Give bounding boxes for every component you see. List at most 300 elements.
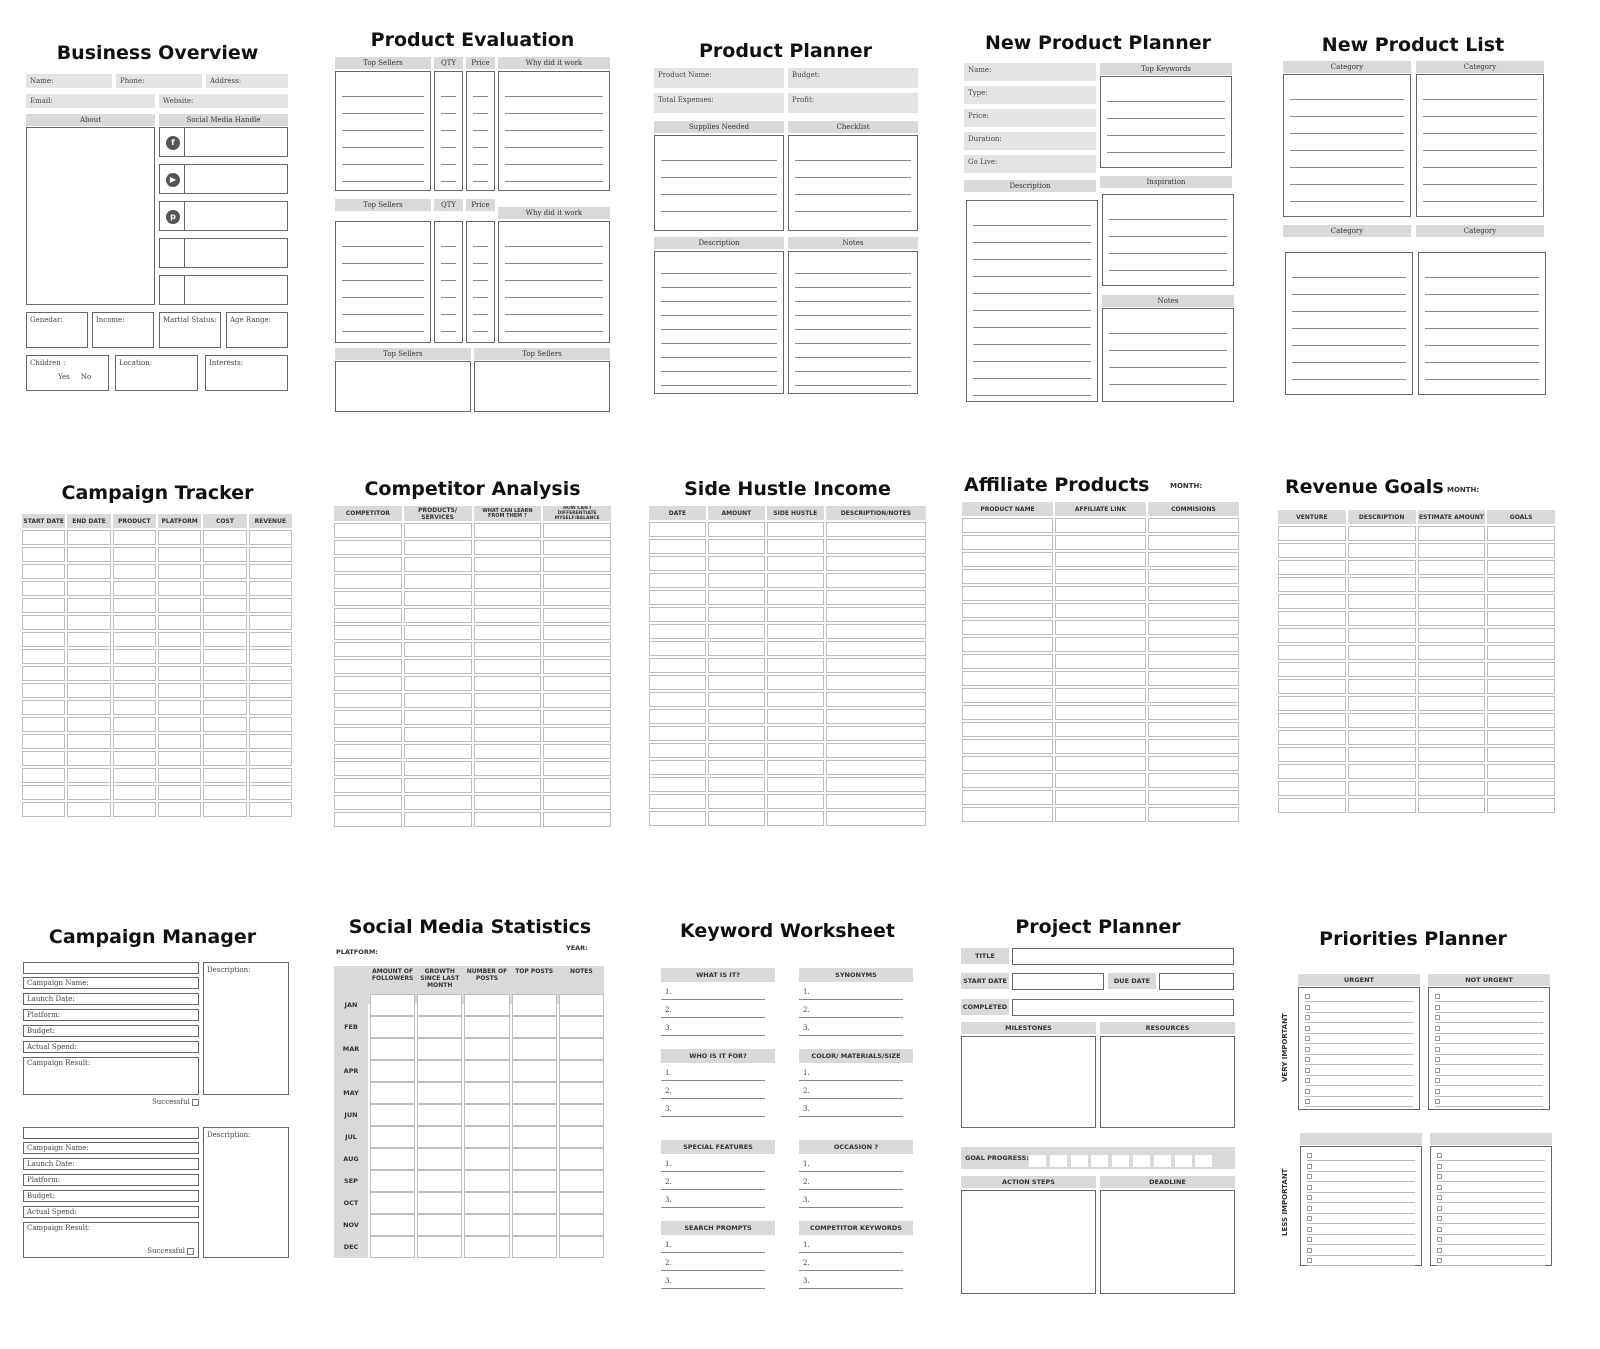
category-box-2[interactable]: [1416, 74, 1544, 217]
checkbox-icon[interactable]: [1305, 1005, 1310, 1010]
keyword-line[interactable]: [661, 1154, 765, 1172]
table-cell[interactable]: [1487, 560, 1555, 575]
why-box-1[interactable]: [498, 71, 610, 191]
table-cell[interactable]: [203, 615, 246, 630]
table-cell[interactable]: [370, 1104, 415, 1126]
table-cell[interactable]: [249, 768, 292, 783]
checkbox-icon[interactable]: [1437, 1216, 1442, 1221]
table-cell[interactable]: [158, 802, 201, 817]
table-cell[interactable]: [1487, 798, 1555, 813]
table-cell[interactable]: [404, 693, 472, 708]
table-cell[interactable]: [962, 671, 1053, 686]
table-cell[interactable]: [249, 802, 292, 817]
social-row-facebook[interactable]: [159, 127, 288, 157]
table-cell[interactable]: [649, 743, 706, 758]
table-cell[interactable]: [404, 710, 472, 725]
table-cell[interactable]: [113, 717, 156, 732]
table-cell[interactable]: [559, 1104, 604, 1126]
table-cell[interactable]: [559, 1016, 604, 1038]
checklist-row[interactable]: [1435, 1088, 1543, 1097]
table-cell[interactable]: [1278, 526, 1346, 541]
table-cell[interactable]: [113, 768, 156, 783]
table-cell[interactable]: [559, 1126, 604, 1148]
table-cell[interactable]: [464, 1126, 509, 1148]
table-cell[interactable]: [1487, 679, 1555, 694]
checklist-row[interactable]: [1305, 1067, 1413, 1076]
table-cell[interactable]: [417, 1214, 462, 1236]
table-cell[interactable]: [1418, 781, 1486, 796]
table-cell[interactable]: [1148, 671, 1239, 686]
checkbox-icon[interactable]: [1305, 1036, 1310, 1041]
children-box[interactable]: [26, 355, 109, 391]
checklist-row[interactable]: [1307, 1215, 1415, 1224]
table-cell[interactable]: [67, 666, 110, 681]
profit-field[interactable]: Profit:: [788, 93, 918, 113]
keyword-line[interactable]: [661, 982, 765, 1000]
table-cell[interactable]: [22, 717, 65, 732]
table-cell[interactable]: [1055, 569, 1146, 584]
table-cell[interactable]: [249, 564, 292, 579]
table-cell[interactable]: [1055, 739, 1146, 754]
checklist-row[interactable]: [1437, 1215, 1545, 1224]
checkbox-icon[interactable]: [1305, 1047, 1310, 1052]
table-cell[interactable]: [158, 768, 201, 783]
table-cell[interactable]: [1148, 756, 1239, 771]
table-cell[interactable]: [1348, 696, 1416, 711]
revenue-table[interactable]: [1276, 508, 1557, 815]
checkbox-icon[interactable]: [1307, 1206, 1312, 1211]
table-cell[interactable]: [404, 642, 472, 657]
table-cell[interactable]: [404, 540, 472, 555]
checkbox-icon[interactable]: [1305, 1099, 1310, 1104]
table-cell[interactable]: [203, 564, 246, 579]
table-cell[interactable]: [464, 1214, 509, 1236]
action-steps-box[interactable]: [961, 1190, 1096, 1294]
table-cell[interactable]: [474, 744, 542, 759]
checkbox-icon[interactable]: [1437, 1227, 1442, 1232]
table-cell[interactable]: [767, 675, 824, 690]
checklist-row[interactable]: [1307, 1163, 1415, 1172]
successful-1[interactable]: [152, 1098, 199, 1106]
table-cell[interactable]: [334, 812, 402, 827]
table-cell[interactable]: [1055, 552, 1146, 567]
table-cell[interactable]: [512, 1192, 557, 1214]
table-cell[interactable]: [67, 530, 110, 545]
table-cell[interactable]: [404, 574, 472, 589]
table-cell[interactable]: [1148, 518, 1239, 533]
checkbox-icon[interactable]: [1435, 1099, 1440, 1104]
table-cell[interactable]: [767, 522, 824, 537]
table-cell[interactable]: [67, 564, 110, 579]
table-cell[interactable]: [1148, 739, 1239, 754]
table-cell[interactable]: [158, 632, 201, 647]
table-cell[interactable]: [559, 1148, 604, 1170]
table-cell[interactable]: [543, 557, 611, 572]
table-cell[interactable]: [334, 744, 402, 759]
np-notes-box[interactable]: [1102, 308, 1234, 402]
table-cell[interactable]: [559, 1214, 604, 1236]
checklist-row[interactable]: [1307, 1152, 1415, 1161]
table-cell[interactable]: [334, 591, 402, 606]
checklist-row[interactable]: [1305, 1098, 1413, 1107]
table-cell[interactable]: [826, 743, 926, 758]
table-cell[interactable]: [649, 624, 706, 639]
table-cell[interactable]: [512, 1170, 557, 1192]
cm2-field-5[interactable]: [23, 1206, 199, 1218]
table-body[interactable]: [649, 522, 926, 826]
table-cell[interactable]: [767, 743, 824, 758]
table-cell[interactable]: [559, 1170, 604, 1192]
checklist-row[interactable]: [1435, 1077, 1543, 1086]
gender-box[interactable]: [26, 312, 88, 348]
table-cell[interactable]: [67, 802, 110, 817]
table-cell[interactable]: [1055, 603, 1146, 618]
table-cell[interactable]: [962, 569, 1053, 584]
table-cell[interactable]: [543, 540, 611, 555]
table-cell[interactable]: [334, 659, 402, 674]
checkbox-icon[interactable]: [1435, 994, 1440, 999]
table-cell[interactable]: [249, 581, 292, 596]
table-cell[interactable]: [1278, 713, 1346, 728]
about-box[interactable]: [26, 127, 155, 305]
table-cell[interactable]: [1278, 611, 1346, 626]
category-box-1[interactable]: [1283, 74, 1411, 217]
table-cell[interactable]: [113, 751, 156, 766]
checkbox-icon[interactable]: [1305, 1078, 1310, 1083]
keyword-line[interactable]: [799, 1000, 903, 1018]
budget-field[interactable]: Budget:: [788, 68, 918, 88]
table-cell[interactable]: [649, 726, 706, 741]
table-cell[interactable]: [158, 717, 201, 732]
checklist-row[interactable]: [1305, 1088, 1413, 1097]
keyword-line[interactable]: [661, 1063, 765, 1081]
table-cell[interactable]: [559, 1060, 604, 1082]
checklist-row[interactable]: [1305, 1046, 1413, 1055]
table-cell[interactable]: [67, 734, 110, 749]
age-box[interactable]: [226, 312, 288, 348]
table-cell[interactable]: [203, 547, 246, 562]
top-sellers-box-1[interactable]: [335, 71, 431, 191]
table-cell[interactable]: [113, 683, 156, 698]
checklist-row[interactable]: [1435, 1035, 1543, 1044]
checklist-row[interactable]: [1305, 993, 1413, 1002]
table-cell[interactable]: [474, 574, 542, 589]
table-cell[interactable]: [417, 994, 462, 1016]
table-cell[interactable]: [708, 794, 765, 809]
table-cell[interactable]: [417, 1148, 462, 1170]
category-box-4[interactable]: [1418, 252, 1546, 395]
due-date-input[interactable]: [1159, 973, 1234, 990]
table-cell[interactable]: [370, 1192, 415, 1214]
table-cell[interactable]: [543, 523, 611, 538]
table-cell[interactable]: [826, 760, 926, 775]
table-cell[interactable]: [512, 1214, 557, 1236]
table-cell[interactable]: [767, 709, 824, 724]
checklist-row[interactable]: [1305, 1077, 1413, 1086]
checkbox-icon[interactable]: [1307, 1185, 1312, 1190]
table-cell[interactable]: [158, 683, 201, 698]
table-cell[interactable]: [1278, 628, 1346, 643]
table-cell[interactable]: [404, 778, 472, 793]
title-input[interactable]: [1012, 948, 1234, 965]
keyword-line[interactable]: [661, 1099, 765, 1117]
social-body[interactable]: [334, 994, 604, 1258]
very-urgent-box[interactable]: [1298, 987, 1420, 1110]
checkbox-icon[interactable]: [1307, 1164, 1312, 1169]
keyword-line[interactable]: [799, 1172, 903, 1190]
table-cell[interactable]: [767, 607, 824, 622]
table-cell[interactable]: [113, 547, 156, 562]
checkbox-icon[interactable]: [1307, 1153, 1312, 1158]
table-cell[interactable]: [1487, 662, 1555, 677]
table-cell[interactable]: [1418, 628, 1486, 643]
table-cell[interactable]: [464, 1192, 509, 1214]
table-cell[interactable]: [543, 693, 611, 708]
table-cell[interactable]: [22, 632, 65, 647]
table-cell[interactable]: [543, 710, 611, 725]
progress-cell[interactable]: [1091, 1155, 1108, 1167]
table-cell[interactable]: [649, 573, 706, 588]
table-cell[interactable]: [113, 734, 156, 749]
category-box-3[interactable]: [1285, 252, 1413, 395]
table-cell[interactable]: [1055, 620, 1146, 635]
checkbox-icon[interactable]: [1307, 1258, 1312, 1263]
table-cell[interactable]: [1487, 577, 1555, 592]
keyword-line[interactable]: [799, 1253, 903, 1271]
table-cell[interactable]: [370, 1214, 415, 1236]
table-cell[interactable]: [1487, 526, 1555, 541]
table-cell[interactable]: [1348, 781, 1416, 796]
table-cell[interactable]: [559, 1236, 604, 1258]
table-cell[interactable]: [512, 1038, 557, 1060]
table-cell[interactable]: [474, 608, 542, 623]
cm-field-1[interactable]: [23, 977, 199, 989]
checklist-row[interactable]: [1437, 1226, 1545, 1235]
month-label[interactable]: MONTH:: [1447, 486, 1480, 494]
table-cell[interactable]: [417, 1016, 462, 1038]
table-cell[interactable]: [1418, 526, 1486, 541]
table-cell[interactable]: [1055, 518, 1146, 533]
checkbox-icon[interactable]: [1435, 1026, 1440, 1031]
table-cell[interactable]: [1487, 543, 1555, 558]
checklist-row[interactable]: [1435, 1098, 1543, 1107]
table-cell[interactable]: [1148, 688, 1239, 703]
table-cell[interactable]: [404, 744, 472, 759]
table-cell[interactable]: [334, 540, 402, 555]
keyword-line[interactable]: [799, 1081, 903, 1099]
table-cell[interactable]: [417, 1192, 462, 1214]
np-field-type[interactable]: Type:: [964, 86, 1096, 104]
social-row-blank-1[interactable]: [159, 238, 288, 268]
table-cell[interactable]: [334, 625, 402, 640]
progress-cell[interactable]: [1112, 1155, 1129, 1167]
np-field-golive[interactable]: Go Live:: [964, 155, 1096, 173]
table-cell[interactable]: [1418, 662, 1486, 677]
table-cell[interactable]: [826, 624, 926, 639]
checklist-row[interactable]: [1305, 1025, 1413, 1034]
checkbox-icon[interactable]: [1305, 994, 1310, 999]
table-cell[interactable]: [1148, 569, 1239, 584]
table-cell[interactable]: [417, 1236, 462, 1258]
checkbox[interactable]: [187, 1248, 194, 1255]
table-cell[interactable]: [474, 727, 542, 742]
keyword-line[interactable]: [799, 1154, 903, 1172]
table-cell[interactable]: [1278, 696, 1346, 711]
table-cell[interactable]: [1487, 747, 1555, 762]
cm-result-1[interactable]: [23, 1057, 199, 1095]
checkbox-icon[interactable]: [1435, 1068, 1440, 1073]
table-cell[interactable]: [158, 649, 201, 664]
cm2-field-3[interactable]: [23, 1174, 199, 1186]
competitor-table[interactable]: [332, 504, 613, 829]
table-cell[interactable]: [404, 761, 472, 776]
table-cell[interactable]: [113, 700, 156, 715]
table-cell[interactable]: [334, 676, 402, 691]
checklist-row[interactable]: [1435, 993, 1543, 1002]
table-cell[interactable]: [22, 785, 65, 800]
keyword-line[interactable]: [661, 1018, 765, 1036]
table-cell[interactable]: [708, 709, 765, 724]
table-cell[interactable]: [474, 523, 542, 538]
checkbox-icon[interactable]: [1437, 1258, 1442, 1263]
table-cell[interactable]: [1278, 543, 1346, 558]
checklist-box[interactable]: [788, 135, 918, 231]
table-cell[interactable]: [67, 751, 110, 766]
table-cell[interactable]: [113, 564, 156, 579]
checkbox-icon[interactable]: [1435, 1036, 1440, 1041]
table-cell[interactable]: [543, 659, 611, 674]
table-cell[interactable]: [826, 590, 926, 605]
checklist-row[interactable]: [1435, 1025, 1543, 1034]
table-cell[interactable]: [113, 530, 156, 545]
table-cell[interactable]: [1348, 764, 1416, 779]
table-cell[interactable]: [158, 581, 201, 596]
table-cell[interactable]: [334, 727, 402, 742]
table-cell[interactable]: [203, 666, 246, 681]
table-cell[interactable]: [1418, 594, 1486, 609]
table-cell[interactable]: [404, 557, 472, 572]
keyword-line[interactable]: [799, 1271, 903, 1289]
table-cell[interactable]: [464, 1148, 509, 1170]
table-cell[interactable]: [158, 666, 201, 681]
keyword-line[interactable]: [661, 1081, 765, 1099]
table-cell[interactable]: [158, 598, 201, 613]
table-cell[interactable]: [1487, 713, 1555, 728]
table-cell[interactable]: [1148, 773, 1239, 788]
table-cell[interactable]: [22, 598, 65, 613]
table-cell[interactable]: [962, 535, 1053, 550]
affiliate-table[interactable]: [960, 500, 1241, 824]
table-cell[interactable]: [1418, 730, 1486, 745]
table-cell[interactable]: [543, 574, 611, 589]
table-cell[interactable]: [708, 624, 765, 639]
table-cell[interactable]: [334, 795, 402, 810]
table-cell[interactable]: [1278, 781, 1346, 796]
checklist-row[interactable]: [1435, 1067, 1543, 1076]
checkbox-icon[interactable]: [1437, 1164, 1442, 1169]
checklist-row[interactable]: [1437, 1236, 1545, 1245]
table-cell[interactable]: [1348, 798, 1416, 813]
table-cell[interactable]: [370, 1038, 415, 1060]
table-cell[interactable]: [1278, 662, 1346, 677]
table-cell[interactable]: [649, 556, 706, 571]
income-box[interactable]: [92, 312, 154, 348]
checklist-row[interactable]: [1307, 1173, 1415, 1182]
top-sellers-box-4[interactable]: [474, 361, 610, 412]
table-cell[interactable]: [22, 649, 65, 664]
cm-title-box-1[interactable]: [23, 962, 199, 974]
table-cell[interactable]: [464, 1082, 509, 1104]
table-cell[interactable]: [22, 581, 65, 596]
table-cell[interactable]: [962, 790, 1053, 805]
table-cell[interactable]: [826, 607, 926, 622]
table-cell[interactable]: [649, 641, 706, 656]
keyword-line[interactable]: [661, 1190, 765, 1208]
checkbox-icon[interactable]: [1435, 1047, 1440, 1052]
table-cell[interactable]: [67, 547, 110, 562]
table-cell[interactable]: [370, 1170, 415, 1192]
less-urgent-box[interactable]: [1300, 1146, 1422, 1266]
checkbox-icon[interactable]: [1305, 1068, 1310, 1073]
table-cell[interactable]: [1348, 526, 1416, 541]
cm-field-3[interactable]: [23, 1009, 199, 1021]
table-cell[interactable]: [249, 700, 292, 715]
table-cell[interactable]: [158, 615, 201, 630]
table-cell[interactable]: [543, 676, 611, 691]
table-cell[interactable]: [370, 1016, 415, 1038]
table-cell[interactable]: [417, 1104, 462, 1126]
table-cell[interactable]: [708, 777, 765, 792]
table-cell[interactable]: [474, 778, 542, 793]
table-cell[interactable]: [370, 1126, 415, 1148]
checklist-row[interactable]: [1307, 1184, 1415, 1193]
table-cell[interactable]: [417, 1170, 462, 1192]
table-cell[interactable]: [649, 522, 706, 537]
table-cell[interactable]: [417, 1082, 462, 1104]
table-cell[interactable]: [404, 659, 472, 674]
less-not-urgent-box[interactable]: [1430, 1146, 1552, 1266]
table-cell[interactable]: [543, 642, 611, 657]
table-cell[interactable]: [249, 751, 292, 766]
table-cell[interactable]: [767, 590, 824, 605]
table-cell[interactable]: [203, 581, 246, 596]
table-cell[interactable]: [1418, 696, 1486, 711]
name-field[interactable]: Name:: [26, 74, 112, 88]
table-cell[interactable]: [158, 547, 201, 562]
table-cell[interactable]: [1055, 637, 1146, 652]
table-cell[interactable]: [826, 726, 926, 741]
checkbox-icon[interactable]: [1305, 1057, 1310, 1062]
table-cell[interactable]: [464, 1104, 509, 1126]
table-cell[interactable]: [474, 710, 542, 725]
table-cell[interactable]: [962, 807, 1053, 822]
table-cell[interactable]: [767, 573, 824, 588]
campaign-tracker-table[interactable]: [20, 512, 294, 819]
table-cell[interactable]: [649, 675, 706, 690]
table-cell[interactable]: [826, 777, 926, 792]
table-cell[interactable]: [404, 523, 472, 538]
table-cell[interactable]: [1348, 679, 1416, 694]
table-body[interactable]: [22, 530, 292, 817]
table-cell[interactable]: [464, 1060, 509, 1082]
table-cell[interactable]: [474, 659, 542, 674]
social-row-youtube[interactable]: [159, 164, 288, 194]
table-cell[interactable]: [1348, 713, 1416, 728]
table-cell[interactable]: [1418, 713, 1486, 728]
progress-cell[interactable]: [1154, 1155, 1171, 1167]
checkbox-icon[interactable]: [1305, 1026, 1310, 1031]
table-cell[interactable]: [767, 556, 824, 571]
